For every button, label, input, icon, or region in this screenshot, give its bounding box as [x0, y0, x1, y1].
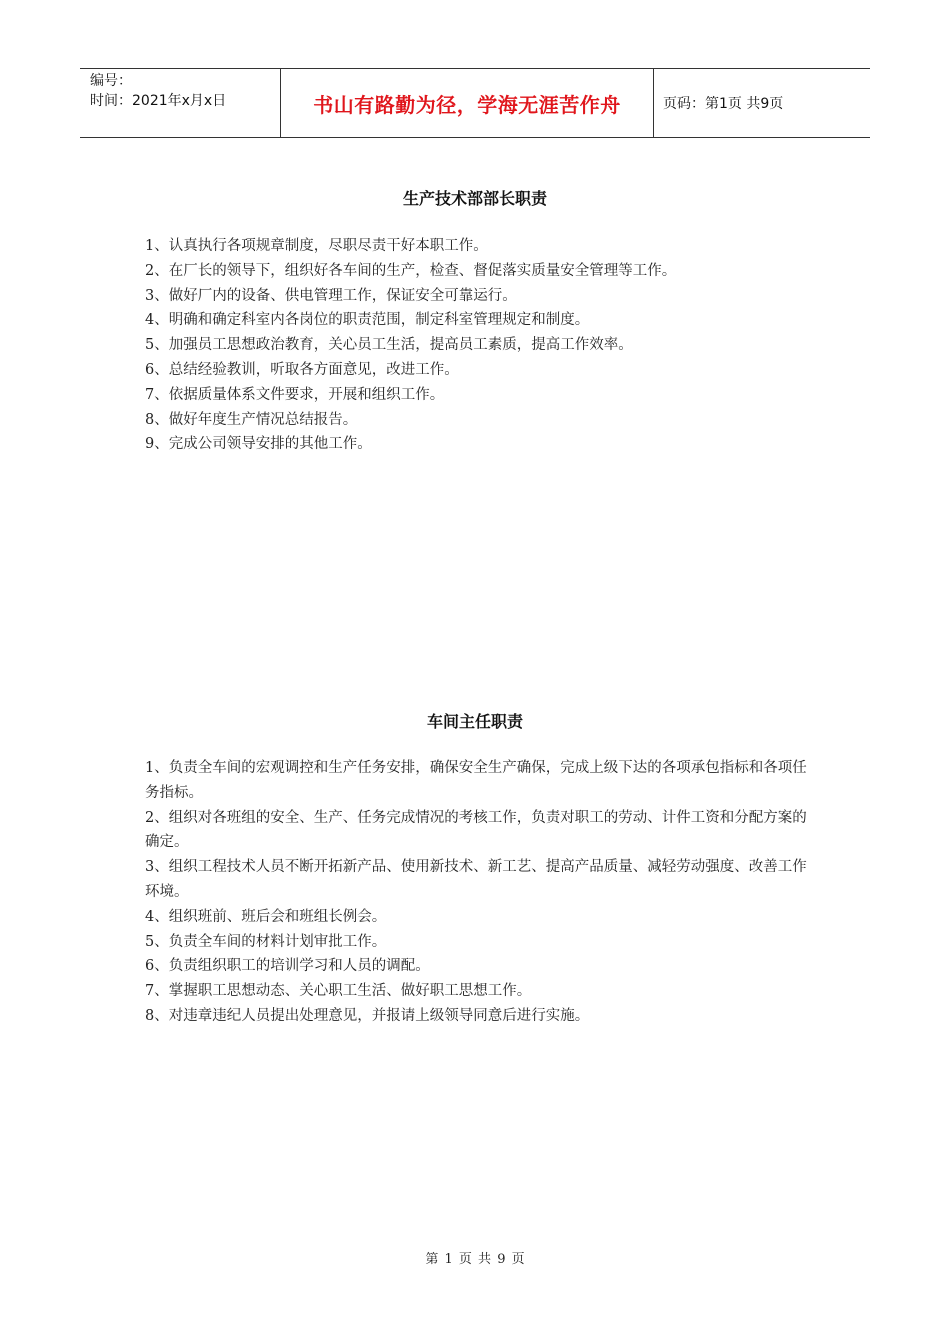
section2-list [145, 756, 813, 1029]
header-motto: 书山有路勤为径，学海无涯苦作舟 [281, 69, 654, 137]
header-page-info: 页码：第1页 共9页 [663, 96, 784, 112]
list-item: 5、加强员工思想政治教育，关心员工生活，提高员工素质，提高工作效率。 [145, 337, 633, 354]
list-item: 7、掌握职工思想动态、关心职工生活、做好职工思想工作。 [145, 983, 532, 1000]
time-label: 时间：2021年x月x日 [90, 93, 227, 109]
list-item: 6、负责组织职工的培训学习和人员的调配。 [145, 958, 430, 975]
header-meta [80, 69, 281, 137]
list-item: 5、负责全车间的材料计划审批工作。 [145, 933, 387, 950]
list-item: 3、做好厂内的设备、供电管理工作，保证安全可靠运行。 [145, 287, 517, 304]
list-item: 4、明确和确定科室内各岗位的职责范围，制定科室管理规定和制度。 [145, 312, 590, 329]
section1-title: 生产技术部部长职责 [402, 189, 547, 208]
list-item: 3、组织工程技术人员不断开拓新产品、使用新技术、新工艺、提高产品质量、减轻劳动强度、改善工作环境。 [145, 859, 807, 900]
list-item: 8、做好年度生产情况总结报告。 [145, 411, 358, 428]
serial-label: 编号： [90, 73, 132, 89]
document-header [80, 68, 870, 138]
list-item: 8、对违章违纪人员提出处理意见，并报请上级领导同意后进行实施。 [145, 1007, 590, 1024]
list-item: 6、总结经验教训，听取各方面意见，改进工作。 [145, 361, 459, 378]
page-footer: 第 1 页 共 9 页 [425, 1252, 525, 1267]
section1-list [145, 234, 813, 457]
list-item: 9、完成公司领导安排的其他工作。 [145, 436, 372, 453]
list-item: 1、负责全车间的宏观调控和生产任务安排，确保安全生产确保，完成上级下达的各项承包指标和各项任务指标。 [145, 760, 807, 801]
list-item: 2、在厂长的领导下，组织好各车间的生产，检查、督促落实质量安全管理等工作。 [145, 262, 677, 279]
list-item: 2、组织对各班组的安全、生产、任务完成情况的考核工作，负责对职工的劳动、计件工资和分配方案的确定。 [145, 809, 807, 851]
list-item: 4、组织班前、班后会和班组长例会。 [145, 908, 387, 925]
list-item: 7、依据质量体系文件要求，开展和组织工作。 [145, 386, 445, 403]
section2-title: 车间主任职责 [426, 712, 523, 731]
list-item: 1、认真执行各项规章制度，尽职尽责干好本职工作。 [145, 238, 488, 254]
